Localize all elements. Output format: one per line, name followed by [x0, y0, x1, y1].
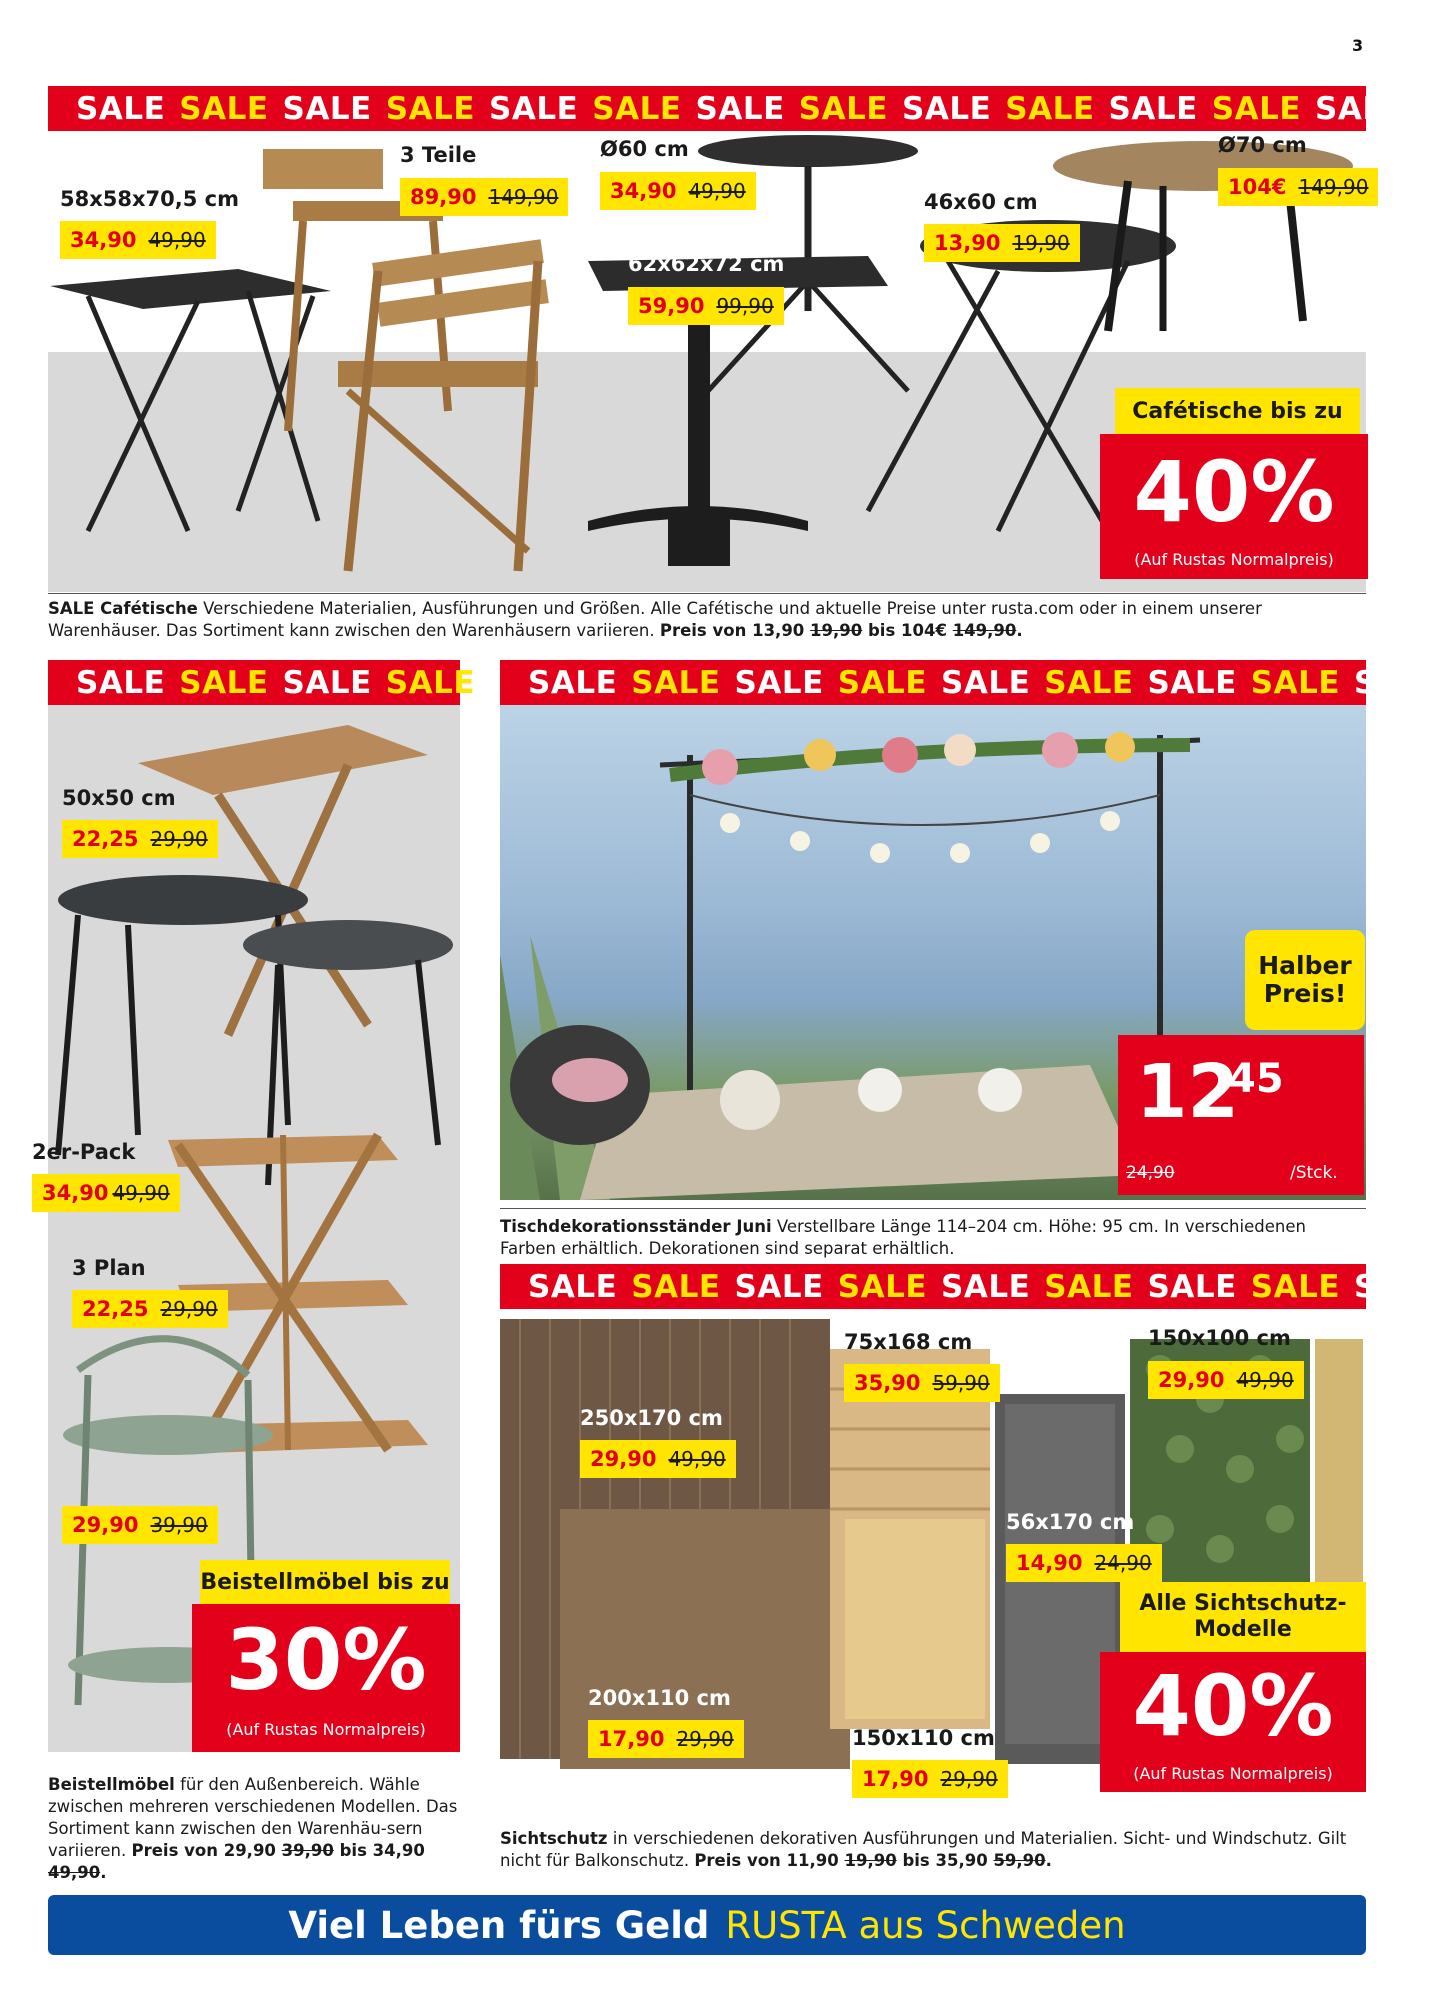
promo-discount-box: [1100, 434, 1368, 579]
old-price: 29,90: [676, 1727, 734, 1751]
caption-title: Beistellmöbel: [48, 1775, 175, 1794]
sale-word: SALE: [1108, 90, 1198, 127]
sale-word: SALE: [179, 90, 269, 127]
price-tag: [580, 1440, 736, 1478]
promo-note: (Auf Rustas Normalpreis): [1133, 1764, 1333, 1783]
sale-price: 22,25: [82, 1297, 149, 1321]
old-price: 24,90: [1094, 1551, 1152, 1575]
price-tag: [1006, 1544, 1162, 1582]
half-price-badge: [1245, 930, 1365, 1030]
sale-word: SALE: [76, 90, 166, 127]
promo-headline: Cafétische bis zu: [1115, 388, 1360, 434]
caption-price: bis 35,90: [902, 1851, 988, 1870]
sale-word: SALE: [941, 1268, 1031, 1305]
promo-percent: 30%: [225, 1611, 427, 1709]
caption-text: Verstellbare Länge 114–204 cm. Höhe: 95 cm. In verschiedenen Farben erhältlich. Dekorationen sind separat erhältlich.: [500, 1217, 1306, 1258]
old-price: 24,90: [1126, 1163, 1175, 1183]
promo-discount-box: [192, 1604, 460, 1752]
old-price: 49,90: [1236, 1368, 1294, 1392]
price-tag: [1148, 1361, 1304, 1399]
sale-word: SALE: [1315, 90, 1405, 127]
old-price: 39,90: [150, 1513, 208, 1537]
sale-word: SALE: [837, 664, 927, 701]
sale-word: SALE: [695, 90, 785, 127]
price-tag: [628, 287, 784, 325]
promo-note: (Auf Rustas Normalpreis): [1134, 550, 1334, 569]
product-dimension: 75x168 cm: [844, 1330, 973, 1354]
sale-word: SALE: [592, 90, 682, 127]
caption-old-price: 149,90: [952, 621, 1017, 640]
sale-word: SALE: [489, 90, 579, 127]
sale-word: SALE: [1354, 664, 1443, 701]
old-price: 49,90: [688, 179, 746, 203]
sale-word: SALE: [837, 1268, 927, 1305]
sale-word: SALE: [179, 664, 269, 701]
sale-word: SALE: [1354, 1268, 1443, 1305]
caption-text: Verschiedene Materialien, Ausführungen und Größen. Alle Cafétische und aktuelle Preise unter rusta.com oder in einem unserer Warenhäuser. Das Sortiment kann zwischen den Warenhäusern variieren.: [48, 599, 1262, 640]
caption-punctuation: .: [1016, 621, 1023, 640]
cafe-tables-caption: [48, 598, 1366, 642]
old-price: 49,90: [112, 1181, 170, 1205]
promo-note: (Auf Rustas Normalpreis): [226, 1720, 426, 1739]
price-tag: [588, 1720, 744, 1758]
caption-punctuation: .: [100, 1863, 107, 1882]
sale-word: SALE: [1147, 664, 1237, 701]
sale-word: SALE: [1044, 664, 1134, 701]
sale-price: 34,90: [610, 179, 677, 203]
product-dimension: 58x58x70,5 cm: [60, 187, 239, 211]
caption-text: in verschiedenen dekorativen Ausführungen und Materialien. Sicht- und Windschutz. Gilt nicht für Balkonschutz.: [500, 1829, 1347, 1870]
price-unit: /Stck.: [1290, 1163, 1338, 1183]
price-tag: [400, 178, 568, 216]
product-dimension: 2er-Pack: [32, 1140, 136, 1164]
price-main: 12: [1136, 1049, 1239, 1135]
old-price: 49,90: [148, 228, 206, 252]
divider: [500, 1208, 1366, 1209]
caption-old-price: 59,90: [993, 1851, 1046, 1870]
sale-word: SALE: [902, 90, 992, 127]
footer-brand: RUSTA aus Schweden: [725, 1903, 1126, 1947]
product-dimension: 50x50 cm: [62, 786, 176, 810]
product-dimension: 200x110 cm: [588, 1686, 731, 1710]
old-price: 49,90: [668, 1447, 726, 1471]
sale-banner-deco: [500, 660, 1443, 705]
promo-percent: 40%: [1133, 443, 1335, 541]
sale-word: SALE: [734, 1268, 824, 1305]
sale-price: 13,90: [934, 231, 1001, 255]
price-tag: [844, 1364, 1000, 1402]
divider: [48, 593, 1366, 594]
caption-price: bis 34,90: [339, 1841, 425, 1860]
sale-price: 59,90: [638, 294, 705, 318]
footer-banner: [48, 1895, 1366, 1955]
caption-old-price: 39,90: [281, 1841, 334, 1860]
caption-old-price: 19,90: [844, 1851, 897, 1870]
price-cents: 45: [1228, 1056, 1284, 1102]
sale-word: SALE: [282, 90, 372, 127]
price-tag: [62, 820, 218, 858]
caption-price: bis 104€: [867, 621, 947, 640]
price-tag: [1218, 168, 1378, 206]
old-price: 59,90: [932, 1371, 990, 1395]
old-price: 29,90: [160, 1297, 218, 1321]
sale-price: 89,90: [410, 185, 477, 209]
sale-banner-top: [48, 86, 1405, 131]
caption-title: Sichtschutz: [500, 1829, 608, 1848]
old-price: 19,90: [1012, 231, 1070, 255]
sale-word: SALE: [1044, 1268, 1134, 1305]
sale-price: 29,90: [72, 1513, 139, 1537]
old-price: 149,90: [1298, 175, 1369, 199]
price-tag: [600, 172, 756, 210]
sale-word: SALE: [631, 664, 721, 701]
sale-word: SALE: [734, 664, 824, 701]
side-furniture-caption: [48, 1774, 460, 1884]
product-dimension: 62x62x72 cm: [628, 252, 785, 276]
badge-line: Halber: [1258, 951, 1352, 980]
sale-word: SALE: [798, 90, 888, 127]
caption-price: Preis von 13,90: [659, 621, 805, 640]
caption-price: Preis von 11,90: [694, 1851, 839, 1870]
price-tag: [72, 1290, 228, 1328]
sale-price: 34,90: [42, 1181, 109, 1205]
sale-price: 104€: [1228, 175, 1287, 199]
sale-word: SALE: [941, 664, 1031, 701]
sale-banner-left: [48, 660, 475, 705]
sale-word: SALE: [631, 1268, 721, 1305]
sale-word: SALE: [1147, 1268, 1237, 1305]
sale-word: SALE: [528, 664, 618, 701]
caption-punctuation: .: [1045, 1851, 1052, 1870]
sale-word: SALE: [528, 1268, 618, 1305]
sale-price: 34,90: [70, 228, 137, 252]
price-tag: [62, 1506, 218, 1544]
product-dimension: 3 Plan: [72, 1256, 146, 1280]
sale-price: 17,90: [598, 1727, 665, 1751]
price-tag: [60, 221, 216, 259]
deco-price-box: [1118, 1035, 1364, 1195]
product-dimension: Ø60 cm: [600, 137, 689, 161]
promo-headline: Beistellmöbel bis zu: [200, 1560, 450, 1604]
caption-title: SALE Cafétische: [48, 599, 198, 618]
sale-word: SALE: [1250, 664, 1340, 701]
sale-word: SALE: [385, 664, 475, 701]
product-dimension: 150x110 cm: [852, 1726, 995, 1750]
product-dimension: 46x60 cm: [924, 190, 1038, 214]
promo-percent: 40%: [1132, 1657, 1334, 1755]
sale-banner-screen: [500, 1264, 1443, 1309]
privacy-screen-caption: [500, 1828, 1366, 1872]
product-dimension: Ø70 cm: [1218, 133, 1307, 157]
sale-word: SALE: [282, 664, 372, 701]
sale-price: 35,90: [854, 1371, 921, 1395]
promo-discount-box: [1100, 1652, 1366, 1792]
product-dimension: 56x170 cm: [1006, 1510, 1135, 1534]
sale-word: SALE: [1005, 90, 1095, 127]
promo-headline: Alle Sichtschutz-Modelle: [1120, 1582, 1366, 1652]
old-price: 29,90: [940, 1767, 998, 1791]
sale-price: 14,90: [1016, 1551, 1083, 1575]
sale-word: SALE: [1211, 90, 1301, 127]
sale-word: SALE: [76, 664, 166, 701]
sale-price: 29,90: [1158, 1368, 1225, 1392]
old-price: 149,90: [488, 185, 559, 209]
page-number: 3: [1352, 36, 1364, 55]
product-dimension: 150x100 cm: [1148, 1326, 1291, 1350]
caption-price: Preis von 29,90: [131, 1841, 276, 1860]
deco-caption: [500, 1216, 1366, 1260]
caption-old-price: 19,90: [810, 621, 863, 640]
sale-word: SALE: [385, 90, 475, 127]
footer-slogan: Viel Leben fürs Geld: [288, 1903, 710, 1947]
sale-word: SALE: [1250, 1268, 1340, 1305]
price-tag: [852, 1760, 1008, 1798]
old-price: 29,90: [150, 827, 208, 851]
sale-price: 17,90: [862, 1767, 929, 1791]
badge-line: Preis!: [1263, 979, 1347, 1008]
sale-price: 22,25: [72, 827, 139, 851]
price-tag: [32, 1174, 180, 1212]
old-price: 99,90: [716, 294, 774, 318]
product-dimension: 250x170 cm: [580, 1406, 723, 1430]
caption-title: Tischdekorationsständer Juni: [500, 1217, 772, 1236]
sale-price: 29,90: [590, 1447, 657, 1471]
price-tag: [924, 224, 1080, 262]
caption-text: für den Außenbereich. Wähle zwischen mehreren verschiedenen Modellen. Das Sortiment kann zwischen den Warenhäu-sern variieren.: [48, 1775, 458, 1860]
product-dimension: 3 Teile: [400, 143, 477, 167]
caption-old-price: 49,90: [48, 1863, 101, 1882]
